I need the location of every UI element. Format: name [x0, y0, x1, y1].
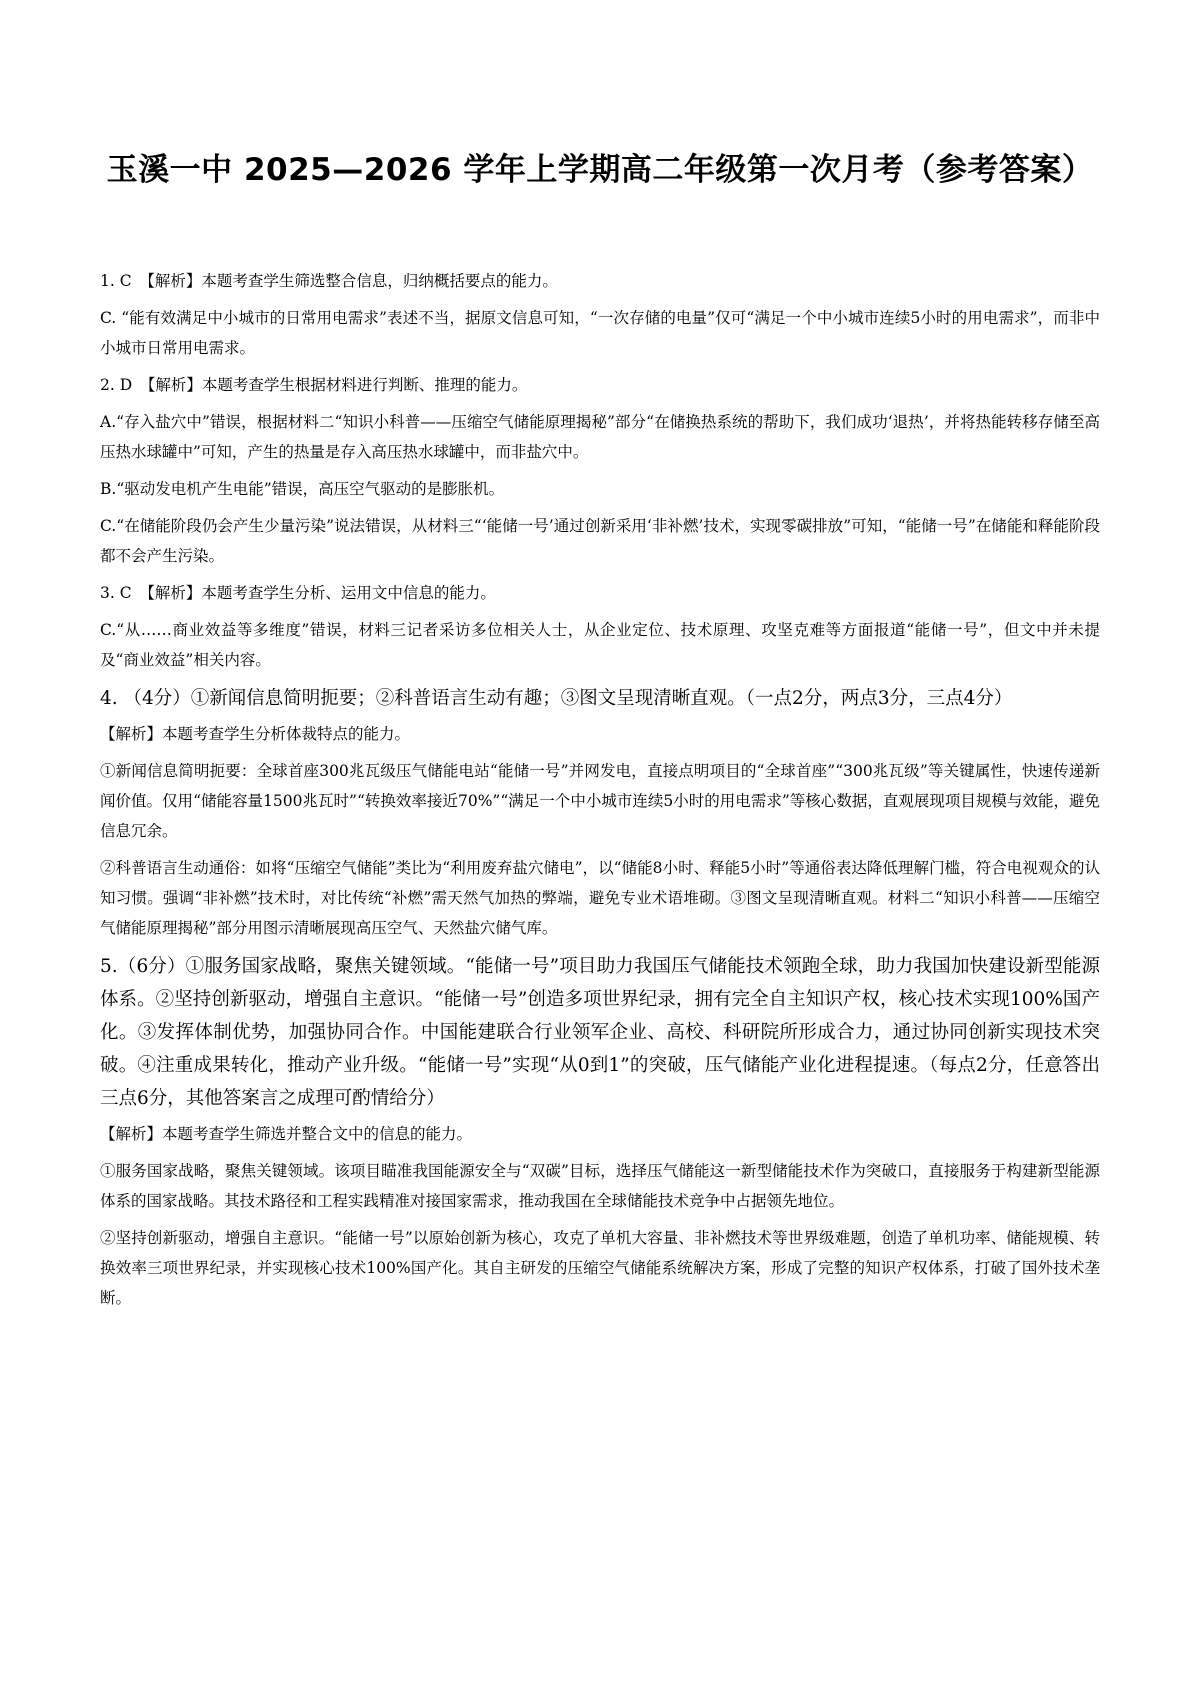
answer-content	[100, 266, 1100, 1313]
answer-paragraph: 【解析】本题考查学生分析体裁特点的能力。	[100, 725, 411, 743]
answer-paragraph: A.“存入盐穴中”错误，根据材料二“知识小科普——压缩空气储能原理揭秘”部分“在储换热系统的帮助下，我们成功‘退热’，并将热能转移存储至高压热水球罐中”可知，产生的热量是存入高压热水球罐中，而非盐穴中。	[100, 413, 1100, 461]
answer-paragraph: 2. D 【解析】本题考查学生根据材料进行判断、推理的能力。	[100, 376, 528, 394]
answer-paragraph: C.“在储能阶段仍会产生少量污染”说法错误，从材料三“‘能储一号’通过创新采用‘非补燃’技术，实现零碳排放”可知，“能储一号”在储能和释能阶段都不会产生污染。	[100, 517, 1100, 565]
page-title: 玉溪一中 2025—2026 学年上学期高二年级第一次月考（参考答案）	[106, 152, 1094, 188]
answer-paragraph: 5.（6分）①服务国家战略，聚焦关键领域。“能储一号”项目助力我国压气储能技术领跑全球，助力我国加快建设新型能源体系。②坚持创新驱动，增强自主意识。“能储一号”创造多项世界纪录，拥有完全自主知识产权，核心技术实现100%国产化。③发挥体制优势，加强协同合作。中国能建联合行业领军企业、高校、科研院所形成合力，通过协同创新实现技术突破。④注重成果转化，推动产业升级。“能储一号”实现“从0到1”的突破，压气储能产业化进程提速。（每点2分，任意答出三点6分，其他答案言之成理可酌情给分）	[100, 956, 1100, 1109]
answer-paragraph: B.“驱动发电机产生电能”错误，高压空气驱动的是膨胀机。	[100, 480, 505, 498]
answer-paragraph: 1. C 【解析】本题考查学生筛选整合信息，归纳概括要点的能力。	[100, 272, 558, 290]
answer-paragraph: ②坚持创新驱动，增强自主意识。“能储一号”以原始创新为核心，攻克了单机大容量、非补燃技术等世界级难题，创造了单机功率、储能规模、转换效率三项世界纪录，并实现核心技术100%国产化。其自主研发的压缩空气储能系统解决方案，形成了完整的知识产权体系，打破了国外技术垄断。	[100, 1229, 1100, 1307]
answer-paragraph: C.“从……商业效益等多维度”错误，材料三记者采访多位相关人士，从企业定位、技术原理、攻坚克难等方面报道“能储一号”，但文中并未提及“商业效益”相关内容。	[100, 621, 1100, 669]
answer-paragraph: ②科普语言生动通俗：如将“压缩空气储能”类比为“利用废弃盐穴储电”，以“储能8小时、释能5小时”等通俗表达降低理解门槛，符合电视观众的认知习惯。强调“非补燃”技术时，对比传统“补燃”需天然气加热的弊端，避免专业术语堆砌。③图文呈现清晰直观。材料二“知识小科普——压缩空气储能原理揭秘”部分用图示清晰展现高压空气、天然盐穴储气库。	[100, 859, 1100, 937]
answer-paragraph: ①新闻信息简明扼要：全球首座300兆瓦级压气储能电站“能储一号”并网发电，直接点明项目的“全球首座”“300兆瓦级”等关键属性，快速传递新闻价值。仅用“储能容量1500兆瓦时”“转换效率接近70%”“满足一个中小城市连续5小时的用电需求”等核心数据，直观展现项目规模与效能，避免信息冗余。	[100, 762, 1100, 840]
answer-paragraph: 3. C 【解析】本题考查学生分析、运用文中信息的能力。	[100, 584, 496, 602]
answer-paragraph: ①服务国家战略，聚焦关键领域。该项目瞄准我国能源安全与“双碳”目标，选择压气储能这一新型储能技术作为突破口，直接服务于构建新型能源体系的国家战略。其技术路径和工程实践精准对接国家需求，推动我国在全球储能技术竞争中占据领先地位。	[100, 1162, 1100, 1210]
answer-paragraph: C. “能有效满足中小城市的日常用电需求”表述不当，据原文信息可知，“一次存储的电量”仅可“满足一个中小城市连续5小时的用电需求”，而非中小城市日常用电需求。	[100, 309, 1100, 357]
answer-paragraph: 4. （4分）①新闻信息简明扼要；②科普语言生动有趣；③图文呈现清晰直观。（一点2分，两点3分，三点4分）	[100, 688, 1013, 709]
answer-paragraph: 【解析】本题考查学生筛选并整合文中的信息的能力。	[100, 1125, 473, 1143]
